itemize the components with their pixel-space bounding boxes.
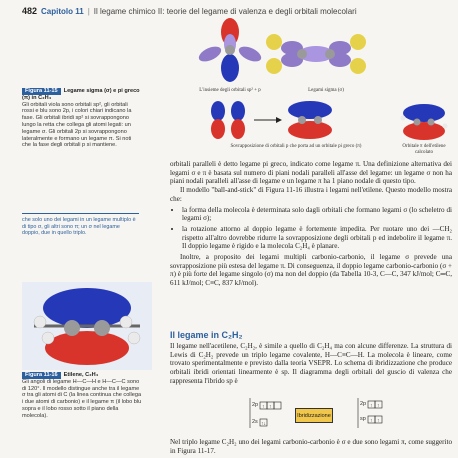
- caption-pi-overlap: Sovrapposizione di orbitali p che porta ad un orbitale pi greco (π): [230, 144, 362, 149]
- page-number: 482: [22, 6, 38, 16]
- paragraph-acetylene: Il legame nell'acetilene, C₂H₂, è simile a quello di C₂H₄ ma con alcune differenze. La struttura di Lewis di C₂H₂ prevede un triplo legame covalente, H—C≡C—H. La molecola è lineare, come trovato sperimentalmente e previsto dalla teoria VSEPR. Lo schema di ibridizzazione che produce orbitali ibridi orientati linearmente è sp. Il diagramma degli orbitali del guscio di valenza che rappresenta l'ibrido sp è: [170, 342, 452, 385]
- figure-11-15-tag: Figura 11-15: [22, 88, 61, 95]
- label-left-2p: 2p: [252, 402, 259, 408]
- svg-text:↑: ↑: [262, 405, 265, 410]
- figure-11-16-text: Gli angoli di legame H—C—H e H—C—C sono di 120°. Il modello distingue anche tra il legame σ tra gli atomi di C (la linea continua che collega i due atomi di carbonio) e il legame π (il lobo blu sopra e il lobo rosso sotto il piano della molecola).: [22, 378, 142, 419]
- margin-note-text: che solo uno dei legami in un legame multiplo è di tipo σ, gli altri sono π; un σ nel legame doppio, due in quello triplo.: [22, 217, 136, 237]
- paragraph-triple-bond: Nel triplo legame C₂H₂ uno dei legami carbonio-carbonio è σ e due sono legami π, come suggerito in Figura 11-17.: [170, 438, 452, 455]
- svg-text:↑: ↑: [377, 419, 380, 424]
- svg-text:↑↓: ↑↓: [261, 422, 266, 427]
- caption-ethylene-pi: Orbitale π dell'etilene calcolato: [402, 144, 446, 155]
- caption-sigma-bonds: Legami sigma (σ): [308, 88, 344, 93]
- bullet-list: [170, 206, 452, 252]
- hybridization-label: Ibridizzazione: [297, 412, 331, 419]
- svg-text:↑: ↑: [370, 419, 373, 424]
- figure-11-16-title: Etilene, C₂H₄: [63, 372, 99, 378]
- sigma-bonds-illustration: [262, 26, 370, 80]
- label-right-2p: 2p: [360, 401, 367, 407]
- figure-11-15-caption: [22, 88, 140, 149]
- figure-11-15-title: Legame sigma (σ) e pi greco (π) in C₂H₄: [22, 88, 140, 101]
- header-separator: |: [87, 6, 90, 16]
- svg-text:↑: ↑: [269, 405, 272, 410]
- hybridization-box: [295, 408, 333, 423]
- ethylene-pi-orbital-illustration: [395, 102, 453, 142]
- ethylene-model-illustration: [22, 282, 152, 370]
- paragraph-pi-bond: orbitali paralleli è detto legame pi greco, indicato come legame π. Una definizione alternativa dei legami σ e π è basata sul numero di piani nodali paralleli all'asse del legame: un legame σ non ha piani nodali paralleli all'asse di legame e un legame π ha 1 piano nodale di questo tipo.: [170, 160, 452, 186]
- body-column-final: [170, 438, 452, 455]
- body-column-acetylene: [170, 342, 452, 386]
- chapter-title: Il legame chimico II: teorie del legame di valenza e degli orbitali molecolari: [93, 6, 357, 16]
- label-right-sp: sp: [360, 416, 366, 422]
- paragraph-bond-strength: Inoltre, a proposito dei legami multipli carbonio-carbonio, il legame σ prevede una sovrapposizione più estesa del legame π. Di conseguenza, il doppio legame carbonio-carbonio (σ + π) è più forte del legame singolo (σ) ma non del doppio (da Tabella 10-3, C—C, 347 kJ/mol; C═C, 611 kJ/mol; C≡C, 837 kJ/mol).: [170, 253, 452, 288]
- svg-text:↑: ↑: [370, 404, 373, 409]
- section-heading: Il legame in C₂H₂: [170, 330, 243, 340]
- bullet-rotation: • la rotazione attorno al doppio legame è fortemente impedita. Per ruotare uno dei —CH₂ rispetto all'altro dovrebbe ridurre la sovrapposizione degli orbitali p ed indebolire il legame π. Il doppio legame è rigido e la molecola C₂H₄ è planare.: [182, 225, 452, 251]
- chapter-label: Capitolo 11: [41, 6, 84, 16]
- label-left-2s: 2s: [252, 419, 258, 425]
- svg-text:↑: ↑: [377, 404, 380, 409]
- pi-overlap-illustration: [198, 100, 340, 140]
- caption-sp2-orbitals: L'insieme degli orbitali sp² + p: [199, 88, 261, 93]
- bullet-shape: • la forma della molecola è determinata solo dagli orbitali che formano legami σ (lo scheletro di legami σ);: [182, 206, 452, 223]
- figure-11-16-tag: Figura 11-16: [22, 372, 61, 379]
- margin-note: [22, 213, 139, 260]
- paragraph-ball-stick: Il modello "ball-and-stick" di Figura 11-16 illustra i legami nell'etilene. Questo modello mostra che:: [170, 186, 452, 203]
- figure-11-15-text: Gli orbitali viola sono orbitali sp², gli orbitali rossi e blu sono 2p, i colori chiari indicano la fase. Gli orbitali ibridi sp² si sovrappongono lungo la retta che collega gli atomi legati: un legame σ. Gli orbitali 2p si sovrappongono lateralmente e formano un legame π. Si noti che la fase degli orbitali p si mantiene.: [22, 101, 132, 149]
- figure-11-16-caption: [22, 372, 142, 420]
- body-column: [170, 160, 452, 288]
